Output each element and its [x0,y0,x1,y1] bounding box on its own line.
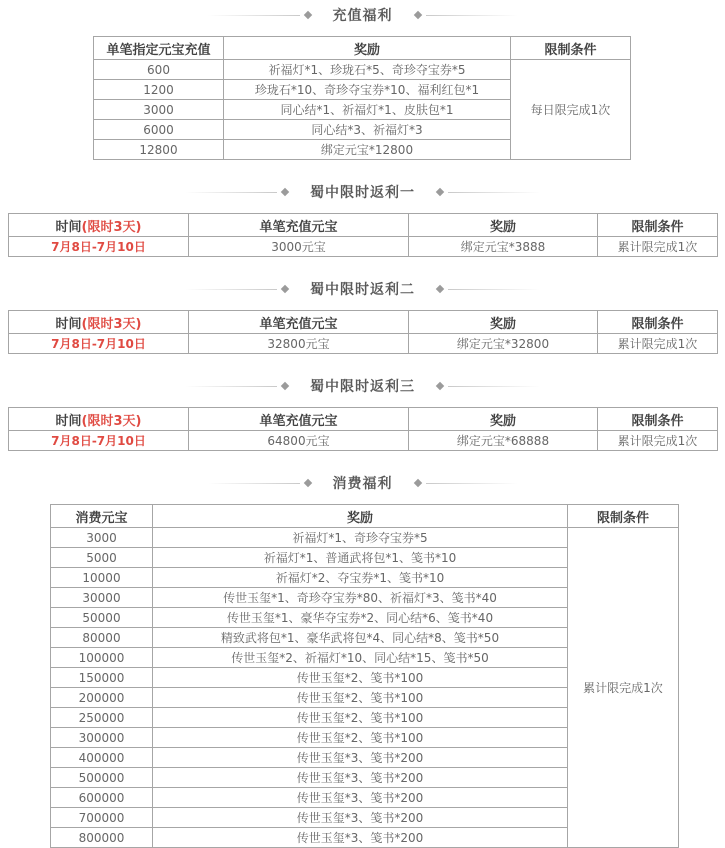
limit-cell: 累计限完成1次 [598,431,718,451]
reward-cell: 传世玉玺*1、奇珍夺宝券*80、祈福灯*3、笺书*40 [153,588,568,608]
amount-cell: 80000 [51,628,153,648]
column-header [9,311,189,334]
section-rebate-1 [0,183,725,257]
section-header-rebate-1 [0,183,725,201]
section-title: 蜀中限时返利一 [310,185,415,201]
column-header [9,408,189,431]
reward-cell: 精致武将包*1、豪华武将包*4、同心结*8、笺书*50 [153,628,568,648]
diamond-icon [281,285,289,293]
section-header-rebate-2 [0,280,725,298]
amount-cell: 150000 [51,668,153,688]
recharge-cell: 32800元宝 [189,334,409,354]
divider-line [185,192,277,193]
table-row [9,237,718,257]
reward-cell: 绑定元宝*3888 [409,237,598,257]
diamond-icon [281,188,289,196]
diamond-icon [281,382,289,390]
column-header: 限制条件 [511,37,631,60]
divider-line [426,15,518,16]
reward-cell: 传世玉玺*2、祈福灯*10、同心结*15、笺书*50 [153,648,568,668]
time-cell: 7月8日-7月10日 [9,334,189,354]
reward-cell: 传世玉玺*2、笺书*100 [153,708,568,728]
divider-line [448,192,540,193]
amount-cell: 6000 [94,120,224,140]
reward-cell: 祈福灯*1、普通武将包*1、笺书*10 [153,548,568,568]
reward-cell: 同心结*3、祈福灯*3 [224,120,511,140]
reward-cell: 祈福灯*1、珍珑石*5、奇珍夺宝券*5 [224,60,511,80]
amount-cell: 300000 [51,728,153,748]
recharge-cell: 3000元宝 [189,237,409,257]
reward-cell: 传世玉玺*3、笺书*200 [153,748,568,768]
section-header-rebate-3 [0,377,725,395]
header-row [9,408,718,431]
column-header: 单笔充值元宝 [189,311,409,334]
limit-cell: 累计限完成1次 [598,334,718,354]
divider-line [448,386,540,387]
header-text: 时间 [55,413,82,429]
section-header-recharge [0,6,725,24]
column-header: 消费元宝 [51,505,153,528]
column-header: 奖励 [409,214,598,237]
recharge-cell: 64800元宝 [189,431,409,451]
section-title: 蜀中限时返利二 [310,282,415,298]
diamond-icon [413,479,421,487]
column-header [9,214,189,237]
reward-cell: 传世玉玺*2、笺书*100 [153,668,568,688]
amount-cell: 400000 [51,748,153,768]
column-header: 限制条件 [568,505,679,528]
column-header: 奖励 [153,505,568,528]
recharge-benefits-table [93,36,631,160]
amount-cell: 200000 [51,688,153,708]
amount-cell: 100000 [51,648,153,668]
column-header: 奖励 [224,37,511,60]
rebate-table-3 [8,407,718,451]
amount-cell: 5000 [51,548,153,568]
reward-cell: 传世玉玺*3、笺书*200 [153,788,568,808]
section-consume-benefits [0,474,725,848]
reward-cell: 传世玉玺*2、笺书*100 [153,728,568,748]
divider-line [208,483,300,484]
diamond-icon [436,285,444,293]
amount-cell: 3000 [51,528,153,548]
amount-cell: 3000 [94,100,224,120]
reward-cell: 祈福灯*1、奇珍夺宝券*5 [153,528,568,548]
section-rebate-2 [0,280,725,354]
column-header: 单笔充值元宝 [189,214,409,237]
limit-cell: 累计限完成1次 [598,237,718,257]
amount-cell: 500000 [51,768,153,788]
table-row [9,334,718,354]
rebate-table-1 [8,213,718,257]
amount-cell: 600 [94,60,224,80]
amount-cell: 10000 [51,568,153,588]
column-header: 单笔充值元宝 [189,408,409,431]
limit-cell: 每日限完成1次 [511,60,631,160]
header-row [9,214,718,237]
amount-cell: 250000 [51,708,153,728]
table-row [51,528,679,548]
header-red-text: (限时3天) [81,219,142,235]
diamond-icon [303,11,311,19]
diamond-icon [436,382,444,390]
reward-cell: 传世玉玺*3、笺书*200 [153,808,568,828]
divider-line [426,483,518,484]
column-header: 奖励 [409,408,598,431]
column-header: 限制条件 [598,311,718,334]
consume-benefits-table [50,504,679,848]
reward-cell: 绑定元宝*32800 [409,334,598,354]
table-row [9,431,718,451]
column-header: 单笔指定元宝充值 [94,37,224,60]
limit-cell: 累计限完成1次 [568,528,679,848]
rebate-table-2 [8,310,718,354]
amount-cell: 30000 [51,588,153,608]
header-row [94,37,631,60]
diamond-icon [303,479,311,487]
header-row [51,505,679,528]
header-text: 时间 [55,316,82,332]
reward-cell: 传世玉玺*2、笺书*100 [153,688,568,708]
reward-cell: 珍珑石*10、奇珍夺宝券*10、福利红包*1 [224,80,511,100]
amount-cell: 800000 [51,828,153,848]
reward-cell: 祈福灯*2、夺宝券*1、笺书*10 [153,568,568,588]
column-header: 限制条件 [598,408,718,431]
header-red-text: (限时3天) [81,413,142,429]
header-row [9,311,718,334]
amount-cell: 50000 [51,608,153,628]
header-red-text: (限时3天) [81,316,142,332]
divider-line [448,289,540,290]
amount-cell: 12800 [94,140,224,160]
reward-cell: 绑定元宝*12800 [224,140,511,160]
section-header-consume [0,474,725,492]
reward-cell: 绑定元宝*68888 [409,431,598,451]
table-row [94,60,631,80]
section-rebate-3 [0,377,725,451]
column-header: 奖励 [409,311,598,334]
reward-cell: 传世玉玺*3、笺书*200 [153,768,568,788]
diamond-icon [436,188,444,196]
section-title: 充值福利 [332,8,393,24]
column-header: 限制条件 [598,214,718,237]
amount-cell: 700000 [51,808,153,828]
section-recharge-benefits [0,6,725,160]
time-cell: 7月8日-7月10日 [9,431,189,451]
amount-cell: 600000 [51,788,153,808]
divider-line [185,289,277,290]
diamond-icon [413,11,421,19]
section-title: 消费福利 [332,476,393,492]
reward-cell: 传世玉玺*1、豪华夺宝券*2、同心结*6、笺书*40 [153,608,568,628]
amount-cell: 1200 [94,80,224,100]
divider-line [185,386,277,387]
section-title: 蜀中限时返利三 [310,379,415,395]
reward-cell: 传世玉玺*3、笺书*200 [153,828,568,848]
divider-line [208,15,300,16]
header-text: 时间 [55,219,82,235]
reward-cell: 同心结*1、祈福灯*1、皮肤包*1 [224,100,511,120]
time-cell: 7月8日-7月10日 [9,237,189,257]
